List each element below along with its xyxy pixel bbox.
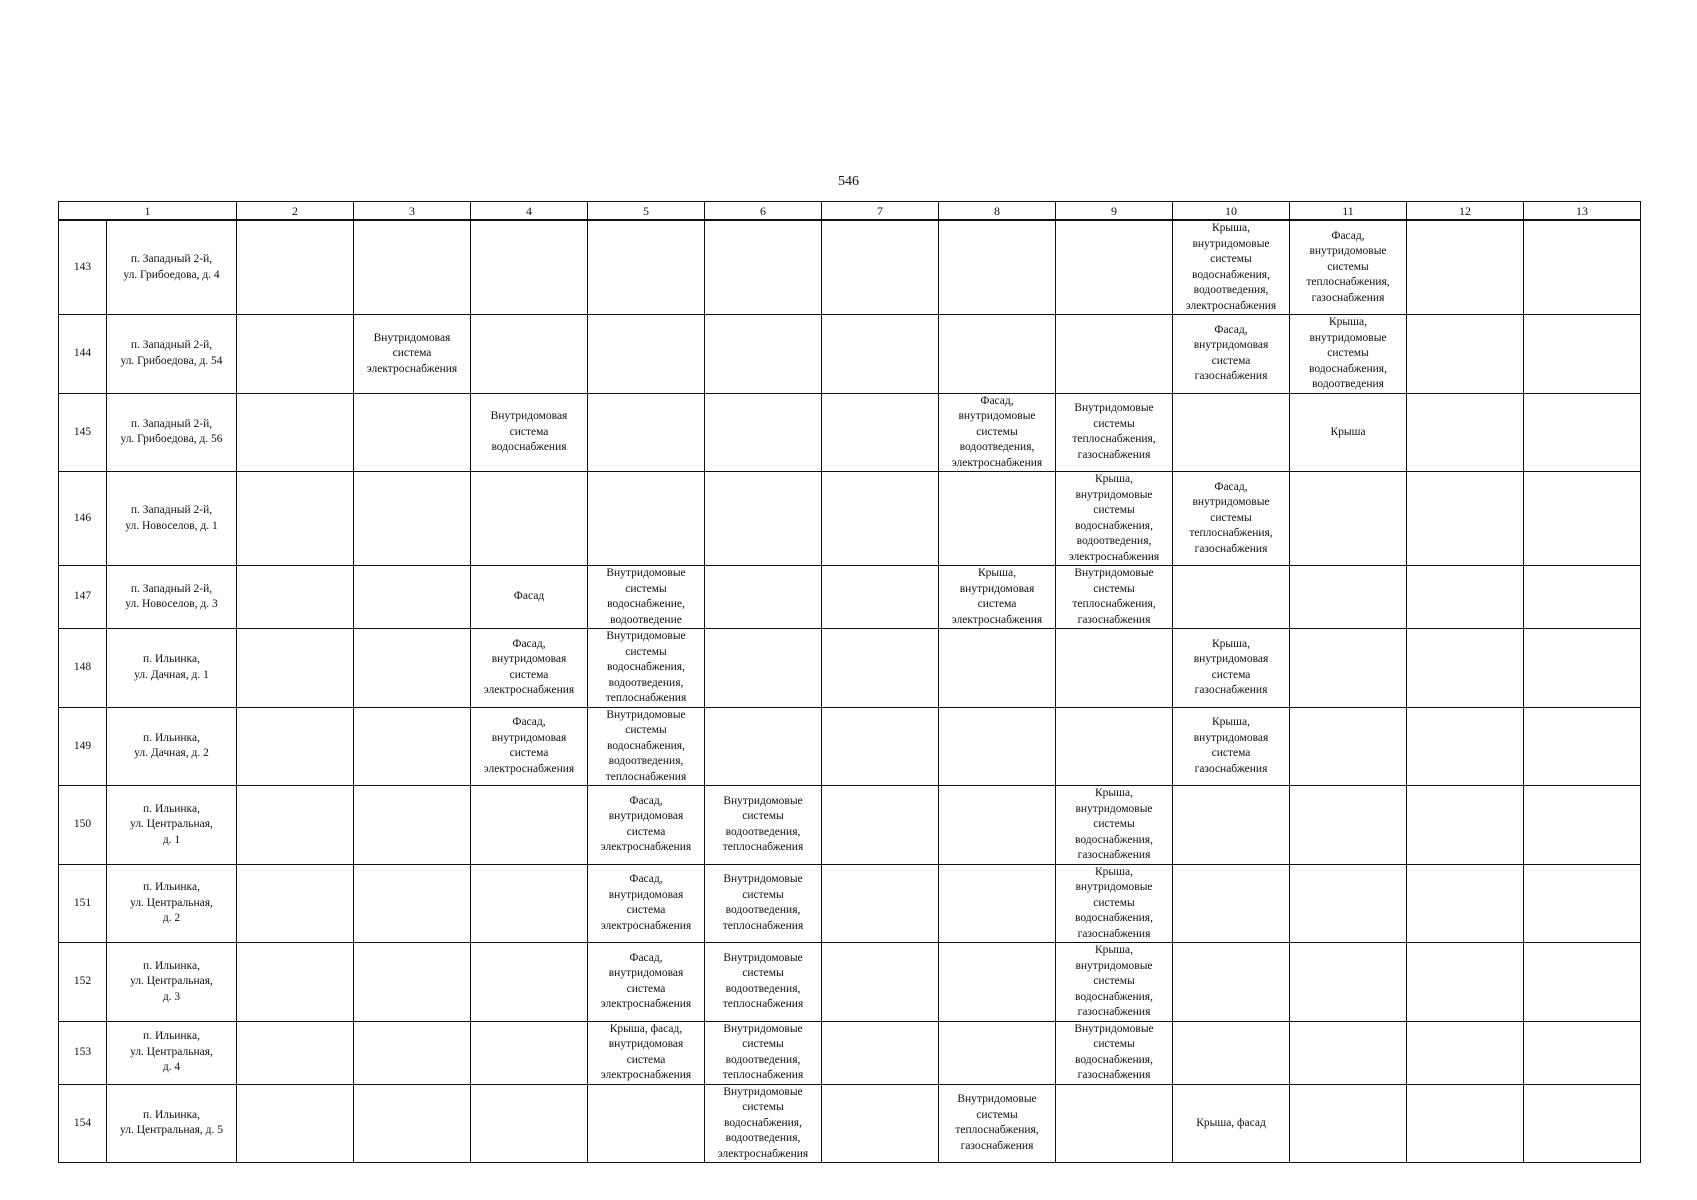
work-cell xyxy=(588,1084,705,1163)
row-number-cell: 154 xyxy=(59,1084,107,1163)
work-cell xyxy=(822,1021,939,1084)
address-text: п. Ильинка, ул. Центральная, д. 1 xyxy=(130,802,213,846)
work-cell xyxy=(822,1084,939,1163)
work-cell xyxy=(354,393,471,472)
row-number-cell: 143 xyxy=(59,220,107,315)
work-cell xyxy=(1173,472,1290,566)
work-cell xyxy=(354,566,471,629)
work-cell xyxy=(939,1084,1056,1163)
work-cell xyxy=(1173,1021,1290,1084)
work-text: Крыша, внутридомовые системы водоснабжения, газоснабжения xyxy=(1075,787,1153,861)
work-text: Фасад, внутридомовая система электроснабжения xyxy=(600,951,692,1011)
work-cell xyxy=(939,943,1056,1022)
work-text: Внутридомовые системы водоотведения, теплоснабжения xyxy=(722,1022,804,1081)
table-row xyxy=(59,472,1641,566)
work-cell xyxy=(354,220,471,315)
work-cell xyxy=(1173,220,1290,315)
work-text: Фасад, внутридомовая система электроснабжения xyxy=(600,794,692,854)
work-text: Внутридомовые системы водоотведения, теплоснабжения xyxy=(722,951,804,1011)
row-number-cell: 145 xyxy=(59,393,107,472)
work-cell xyxy=(705,864,822,943)
work-cell xyxy=(1407,864,1524,943)
work-cell xyxy=(588,220,705,315)
work-cell xyxy=(1290,220,1407,315)
work-text: Внутридомовые системы водоснабжение, водоотведение xyxy=(606,567,686,626)
work-cell xyxy=(354,1021,471,1084)
work-cell xyxy=(1290,786,1407,865)
work-cell xyxy=(237,943,354,1022)
column-header: 7 xyxy=(822,202,939,221)
work-cell xyxy=(822,943,939,1022)
work-text: Крыша, внутридомовые системы водоснабжения, водоотведения, электроснабжения xyxy=(1185,222,1277,312)
work-cell xyxy=(588,472,705,566)
column-header: 13 xyxy=(1524,202,1641,221)
work-cell xyxy=(1056,943,1173,1022)
work-cell xyxy=(471,786,588,865)
work-cell xyxy=(822,393,939,472)
work-cell xyxy=(1407,472,1524,566)
work-cell xyxy=(354,1084,471,1163)
work-cell xyxy=(471,707,588,786)
address-cell xyxy=(107,472,237,566)
work-cell xyxy=(1290,393,1407,472)
work-cell xyxy=(354,786,471,865)
row-number-cell: 144 xyxy=(59,315,107,394)
work-cell xyxy=(705,393,822,472)
work-cell xyxy=(1407,629,1524,708)
work-cell xyxy=(588,707,705,786)
work-cell xyxy=(1056,1021,1173,1084)
work-cell xyxy=(705,629,822,708)
work-cell xyxy=(822,315,939,394)
work-text: Фасад, внутридомовые системы водоотведения, электроснабжения xyxy=(951,394,1043,469)
row-number-cell: 151 xyxy=(59,864,107,943)
work-cell xyxy=(1407,707,1524,786)
work-text: Фасад, внутридомовые системы теплоснабжения, газоснабжения xyxy=(1189,480,1273,555)
work-cell xyxy=(1056,315,1173,394)
address-cell xyxy=(107,1021,237,1084)
work-cell xyxy=(1407,1021,1524,1084)
work-cell xyxy=(237,315,354,394)
work-text: Крыша xyxy=(1330,425,1366,438)
work-cell xyxy=(237,472,354,566)
work-cell xyxy=(237,1021,354,1084)
work-cell xyxy=(1056,566,1173,629)
address-text: п. Ильинка, ул. Центральная, д. 2 xyxy=(130,881,213,924)
work-text: Крыша, фасад, внутридомовая система электроснабжения xyxy=(600,1022,692,1081)
work-cell xyxy=(1056,786,1173,865)
table-row xyxy=(59,1084,1641,1163)
work-cell xyxy=(471,393,588,472)
work-text: Крыша, внутридомовая система газоснабжения xyxy=(1193,716,1269,775)
header-row xyxy=(59,202,1641,221)
table-row xyxy=(59,786,1641,865)
work-cell xyxy=(237,786,354,865)
work-text: Внутридомовые системы водоснабжения, водоотведения, электроснабжения xyxy=(717,1085,809,1160)
work-cell xyxy=(471,315,588,394)
work-cell xyxy=(705,220,822,315)
address-cell xyxy=(107,393,237,472)
work-cell xyxy=(1290,472,1407,566)
work-cell xyxy=(1173,566,1290,629)
row-number-cell: 146 xyxy=(59,472,107,566)
work-cell xyxy=(354,707,471,786)
row-number-cell: 149 xyxy=(59,707,107,786)
work-cell xyxy=(1056,629,1173,708)
table-row xyxy=(59,566,1641,629)
work-text: Внутридомовые системы водоотведения, теплоснабжения xyxy=(722,794,804,854)
work-cell xyxy=(1290,315,1407,394)
work-cell xyxy=(588,1021,705,1084)
work-cell xyxy=(705,707,822,786)
address-cell xyxy=(107,943,237,1022)
address-cell xyxy=(107,707,237,786)
work-text: Крыша, внутридомовые системы водоснабжения, водоотведения xyxy=(1309,316,1387,390)
work-cell xyxy=(1524,786,1641,865)
work-cell xyxy=(1056,1084,1173,1163)
work-cell xyxy=(1056,472,1173,566)
column-header: 4 xyxy=(471,202,588,221)
work-cell xyxy=(1407,566,1524,629)
work-text: Внутридомовые системы теплоснабжения, газоснабжения xyxy=(1072,402,1156,461)
work-cell xyxy=(1524,1084,1641,1163)
work-text: Фасад, внутридомовая система электроснабжения xyxy=(600,873,692,932)
work-cell xyxy=(1290,1084,1407,1163)
work-cell xyxy=(237,220,354,315)
work-cell xyxy=(1056,707,1173,786)
work-cell xyxy=(822,220,939,315)
work-text: Крыша, внутридомовые системы водоснабжения, газоснабжения xyxy=(1075,944,1153,1018)
column-header: 11 xyxy=(1290,202,1407,221)
work-cell xyxy=(1407,220,1524,315)
column-header: 3 xyxy=(354,202,471,221)
work-cell xyxy=(939,220,1056,315)
work-cell xyxy=(1173,315,1290,394)
work-cell xyxy=(1290,943,1407,1022)
work-cell xyxy=(471,220,588,315)
work-cell xyxy=(1056,864,1173,943)
row-number-cell: 152 xyxy=(59,943,107,1022)
work-cell xyxy=(939,629,1056,708)
work-cell xyxy=(705,472,822,566)
column-header: 2 xyxy=(237,202,354,221)
work-cell xyxy=(354,472,471,566)
table-body xyxy=(59,220,1641,1163)
work-cell xyxy=(1173,707,1290,786)
address-text: п. Ильинка, ул. Центральная, д. 3 xyxy=(130,959,213,1003)
table-row xyxy=(59,864,1641,943)
work-cell xyxy=(1524,1021,1641,1084)
row-number-cell: 148 xyxy=(59,629,107,708)
address-text: п. Западный 2-й, ул. Грибоедова, д. 54 xyxy=(120,339,223,367)
work-cell xyxy=(237,566,354,629)
work-cell xyxy=(1173,943,1290,1022)
work-cell xyxy=(822,472,939,566)
work-cell xyxy=(1407,786,1524,865)
address-cell xyxy=(107,1084,237,1163)
column-header: 5 xyxy=(588,202,705,221)
work-cell xyxy=(1407,943,1524,1022)
work-cell xyxy=(1173,1084,1290,1163)
work-cell xyxy=(939,786,1056,865)
work-text: Крыша, внутридомовые системы водоснабжения, водоотведения, электроснабжения xyxy=(1068,473,1160,563)
address-text: п. Западный 2-й, ул. Новоселов, д. 3 xyxy=(125,582,218,610)
work-text: Внутридомовые системы водоснабжения, водоотведения, теплоснабжения xyxy=(605,630,687,704)
work-cell xyxy=(939,1021,1056,1084)
work-cell xyxy=(822,566,939,629)
work-cell xyxy=(822,864,939,943)
table-row xyxy=(59,629,1641,708)
work-cell xyxy=(1407,315,1524,394)
work-text: Фасад, внутридомовая система электроснабжения xyxy=(483,716,575,775)
work-cell xyxy=(1056,220,1173,315)
work-cell xyxy=(705,943,822,1022)
work-cell xyxy=(588,315,705,394)
work-cell xyxy=(705,1084,822,1163)
address-cell xyxy=(107,315,237,394)
work-cell xyxy=(471,629,588,708)
work-cell xyxy=(237,707,354,786)
page-number: 546 xyxy=(838,174,859,189)
work-cell xyxy=(939,707,1056,786)
work-cell xyxy=(939,472,1056,566)
address-text: п. Ильинка, ул. Центральная, д. 4 xyxy=(130,1030,213,1074)
work-cell xyxy=(588,393,705,472)
work-cell xyxy=(588,786,705,865)
address-text: п. Западный 2-й, ул. Грибоедова, д. 56 xyxy=(120,417,223,446)
work-cell xyxy=(1524,864,1641,943)
row-number-cell: 153 xyxy=(59,1021,107,1084)
work-text: Внутридомовые системы водоснабжения, водоотведения, теплоснабжения xyxy=(605,708,687,783)
column-header: 1 xyxy=(59,202,237,221)
work-cell xyxy=(1173,864,1290,943)
work-cell xyxy=(705,1021,822,1084)
table-header xyxy=(59,202,1641,221)
work-cell xyxy=(588,629,705,708)
address-text: п. Западный 2-й, ул. Новоселов, д. 1 xyxy=(125,504,218,532)
address-text: п. Ильинка, ул. Центральная, д. 5 xyxy=(119,1108,224,1137)
work-cell xyxy=(471,1084,588,1163)
work-text: Внутридомовая система электроснабжения xyxy=(366,331,458,375)
work-cell xyxy=(705,566,822,629)
work-cell xyxy=(471,943,588,1022)
column-header: 9 xyxy=(1056,202,1173,221)
work-cell xyxy=(1524,629,1641,708)
work-cell xyxy=(471,566,588,629)
work-cell xyxy=(1524,393,1641,472)
work-text: Крыша, внутридомовая система электроснабжения xyxy=(951,567,1043,626)
row-number-cell: 147 xyxy=(59,566,107,629)
address-cell xyxy=(107,566,237,629)
work-cell xyxy=(1524,472,1641,566)
work-cell xyxy=(1290,1021,1407,1084)
work-text: Фасад, внутридомовая система электроснабжения xyxy=(483,637,575,697)
work-cell xyxy=(1173,629,1290,708)
work-cell xyxy=(354,943,471,1022)
work-cell xyxy=(1290,566,1407,629)
address-cell xyxy=(107,864,237,943)
work-text: Внутридомовые системы теплоснабжения, газоснабжения xyxy=(955,1093,1039,1152)
work-text: Фасад, внутридомовая система газоснабжения xyxy=(1193,323,1269,383)
work-text: Внутридомовые системы водоснабжения, газоснабжения xyxy=(1074,1022,1154,1081)
table-row xyxy=(59,707,1641,786)
work-cell xyxy=(237,1084,354,1163)
address-cell xyxy=(107,220,237,315)
table-row xyxy=(59,943,1641,1022)
work-cell xyxy=(939,864,1056,943)
work-cell xyxy=(237,629,354,708)
column-header: 8 xyxy=(939,202,1056,221)
work-cell xyxy=(471,864,588,943)
column-header: 10 xyxy=(1173,202,1290,221)
work-text: Фасад xyxy=(513,590,545,603)
work-cell xyxy=(471,472,588,566)
table-row xyxy=(59,220,1641,315)
work-cell xyxy=(705,786,822,865)
work-cell xyxy=(1290,707,1407,786)
work-text: Крыша, внутридомовая система газоснабжения xyxy=(1193,637,1269,697)
work-cell xyxy=(1407,1084,1524,1163)
work-cell xyxy=(939,393,1056,472)
work-cell xyxy=(1407,393,1524,472)
work-cell xyxy=(1290,864,1407,943)
work-text: Внутридомовые системы теплоснабжения, газоснабжения xyxy=(1072,567,1156,626)
address-cell xyxy=(107,629,237,708)
work-text: Внутридомовые системы водоотведения, теплоснабжения xyxy=(722,873,804,932)
column-header: 6 xyxy=(705,202,822,221)
row-number-cell: 150 xyxy=(59,786,107,865)
work-cell xyxy=(237,864,354,943)
work-text: Крыша, внутридомовые системы водоснабжения, газоснабжения xyxy=(1075,865,1153,940)
work-cell xyxy=(354,864,471,943)
work-cell xyxy=(588,943,705,1022)
address-text: п. Ильинка, ул. Дачная, д. 2 xyxy=(134,731,209,760)
work-cell xyxy=(1524,566,1641,629)
address-text: п. Ильинка, ул. Дачная, д. 1 xyxy=(134,653,209,681)
work-cell xyxy=(822,629,939,708)
work-cell xyxy=(1056,393,1173,472)
work-cell xyxy=(1524,707,1641,786)
data-table xyxy=(58,201,1641,1163)
work-cell xyxy=(237,393,354,472)
work-cell xyxy=(354,315,471,394)
work-cell xyxy=(1173,786,1290,865)
address-text: п. Западный 2-й, ул. Грибоедова, д. 4 xyxy=(123,253,220,281)
work-cell xyxy=(588,864,705,943)
work-cell xyxy=(354,629,471,708)
work-cell xyxy=(705,315,822,394)
column-header: 12 xyxy=(1407,202,1524,221)
work-cell xyxy=(1524,220,1641,315)
work-text: Крыша, фасад xyxy=(1196,1116,1266,1129)
work-text: Фасад, внутридомовые системы теплоснабжения, газоснабжения xyxy=(1306,229,1390,304)
work-cell xyxy=(1524,943,1641,1022)
work-cell xyxy=(822,707,939,786)
work-cell xyxy=(1173,393,1290,472)
table-row xyxy=(59,315,1641,394)
table-row xyxy=(59,393,1641,472)
work-cell xyxy=(471,1021,588,1084)
address-cell xyxy=(107,786,237,865)
work-cell xyxy=(939,315,1056,394)
work-text: Внутридомовая система водоснабжения xyxy=(490,410,568,453)
work-cell xyxy=(588,566,705,629)
work-cell xyxy=(1524,315,1641,394)
work-cell xyxy=(822,786,939,865)
table-row xyxy=(59,1021,1641,1084)
work-cell xyxy=(939,566,1056,629)
work-cell xyxy=(1290,629,1407,708)
